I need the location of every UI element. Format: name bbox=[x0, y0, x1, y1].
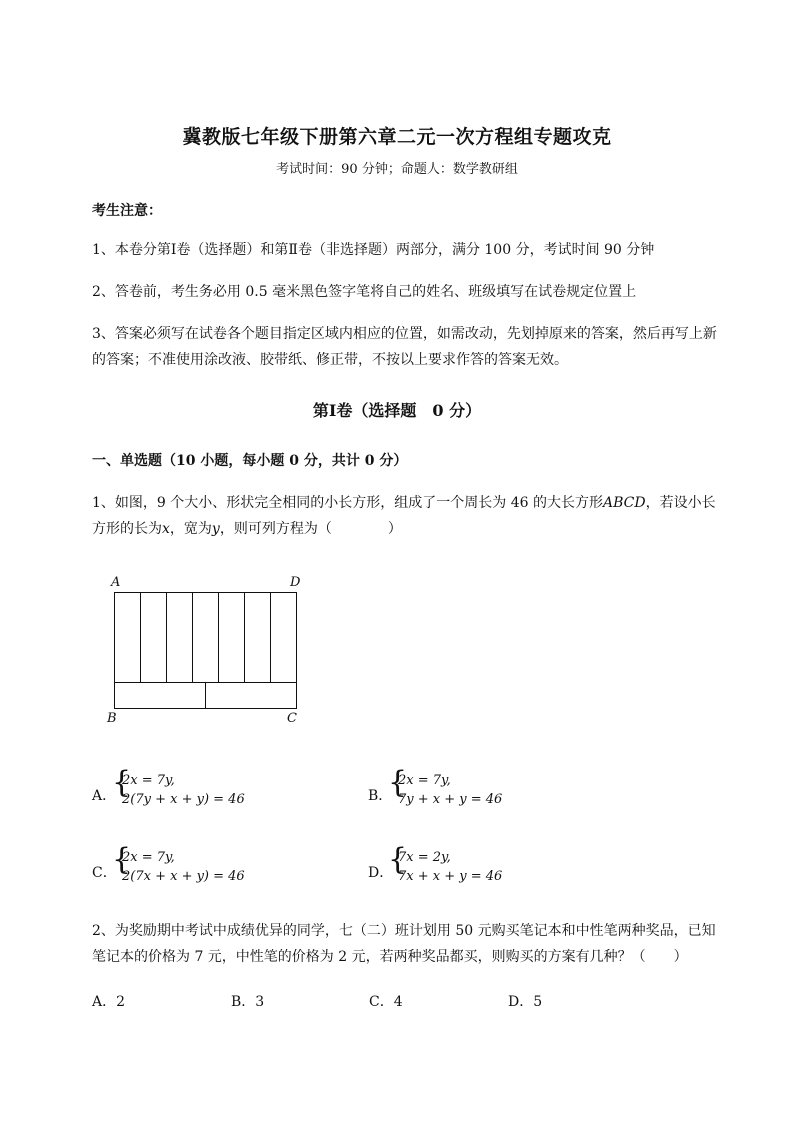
q1-text-f: ，则可列方程为（ ） bbox=[219, 521, 402, 537]
option-d-eq1: 7x = 2y, bbox=[398, 850, 451, 865]
question-1-line-1 bbox=[92, 490, 742, 516]
notice-item-1: 1、本卷分第Ⅰ卷（选择题）和第Ⅱ卷（非选择题）两部分，满分 100 分，考试时间 90 分钟 bbox=[92, 242, 655, 258]
q1-text-e: ，宽为 bbox=[169, 521, 212, 537]
brace-icon: { bbox=[112, 842, 132, 877]
option-c-eq1: 2x = 7y, bbox=[122, 850, 175, 865]
brace-icon: { bbox=[112, 765, 132, 800]
section-title: 第Ⅰ卷（选择题 0 分） bbox=[312, 401, 482, 420]
q2-option-c: C．4 bbox=[369, 994, 403, 1010]
q2-option-b: B．3 bbox=[231, 994, 265, 1010]
corner-label-d: D bbox=[290, 575, 301, 590]
brace-icon: { bbox=[388, 765, 408, 800]
corner-label-c: C bbox=[287, 711, 297, 726]
exam-info: 考试时间：90 分钟；命题人：数学教研组 bbox=[276, 162, 518, 177]
q1-rect-name: ABCD bbox=[602, 495, 646, 511]
option-c-letter: C． bbox=[92, 865, 117, 881]
option-a-eq2: 2(7y + x + y) = 46 bbox=[122, 792, 245, 807]
q2-option-a: A．2 bbox=[92, 994, 126, 1010]
corner-label-b: B bbox=[107, 711, 117, 726]
option-d-letter: D． bbox=[368, 865, 394, 881]
q1-text-c: ，若设小长 bbox=[645, 495, 716, 511]
option-c-eq2: 2(7x + x + y) = 46 bbox=[122, 869, 245, 884]
q1-text-d: 方形的长为 bbox=[92, 521, 162, 537]
corner-label-a: A bbox=[111, 575, 121, 590]
q2-option-d: D．5 bbox=[508, 994, 543, 1010]
q1-text-a: 1、如图，9 个大小、形状完全相同的小长方形，组成了一个周长为 46 的大长方形 bbox=[92, 495, 603, 511]
option-a-eq1: 2x = 7y, bbox=[122, 773, 175, 788]
q1-var-x: x bbox=[162, 521, 170, 537]
notice-heading: 考生注意： bbox=[92, 203, 162, 219]
option-a-letter: A． bbox=[92, 788, 117, 804]
question-2-line-2: 笔记本的价格为 7 元，中性笔的价格为 2 元，若两种奖品都买，则购买的方案有几种？（ ） bbox=[92, 949, 688, 965]
page-title: 冀教版七年级下册第六章二元一次方程组专题攻克 bbox=[182, 126, 612, 148]
notice-item-3-cont: 的答案；不准使用涂改液、胶带纸、修正带，不按以上要求作答的答案无效。 bbox=[92, 352, 568, 368]
option-b-eq1: 2x = 7y, bbox=[398, 773, 451, 788]
rectangle-figure bbox=[100, 572, 315, 732]
brace-icon: { bbox=[388, 842, 408, 877]
notice-item-2: 2、答卷前，考生务必用 0.5 毫米黑色签字笔将自己的姓名、班级填写在试卷规定位置上 bbox=[92, 284, 637, 300]
part-title: 一、单选题（10 小题，每小题 0 分，共计 0 分） bbox=[92, 453, 408, 469]
q1-var-y: y bbox=[211, 521, 220, 537]
question-1-line-2 bbox=[92, 516, 742, 542]
option-b-letter: B． bbox=[368, 788, 393, 804]
option-b-eq2: 7y + x + y = 46 bbox=[398, 792, 503, 807]
option-d-eq2: 7x + x + y = 46 bbox=[398, 869, 503, 884]
question-2-line-1: 2、为奖励期中考试中成绩优异的同学，七（二）班计划用 50 元购买笔记本和中性笔两种奖品，已知 bbox=[92, 923, 716, 939]
notice-item-3: 3、答案必须写在试卷各个题目指定区域内相应的位置，如需改动，先划掉原来的答案，然后再写上新 bbox=[92, 326, 717, 342]
